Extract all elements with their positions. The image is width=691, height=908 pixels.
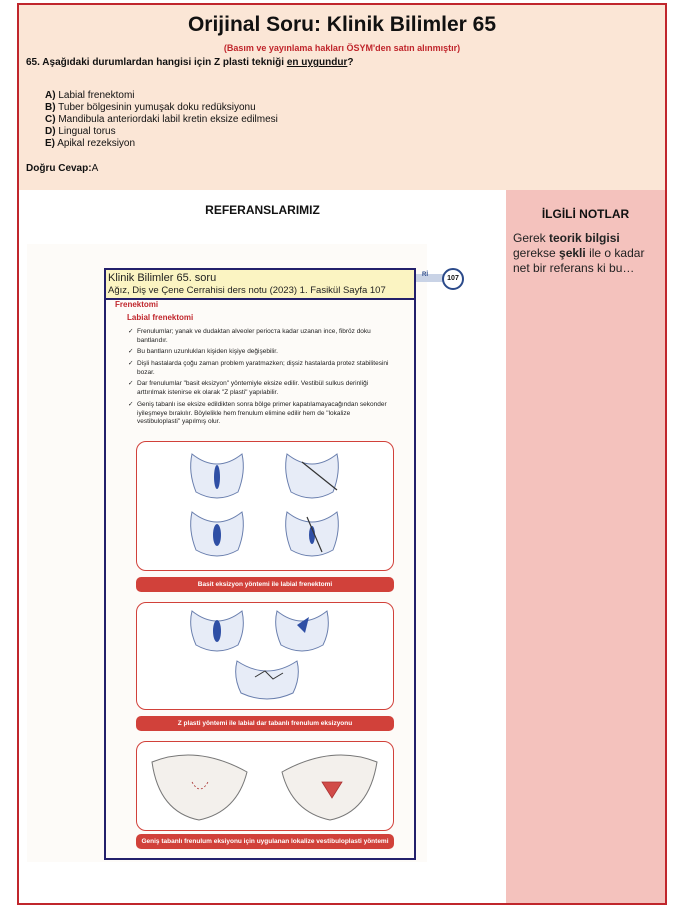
page-tab-text: Rİ [422, 272, 428, 278]
notes-text [513, 231, 661, 276]
copyright-note: (Basım ve yayınlama hakları ÖSYM'den satın alınmıştır) [223, 43, 461, 53]
correct-answer [26, 163, 98, 174]
question-emphasis: en uygundur [286, 57, 348, 68]
references-title: REFERANSLARIMIZ [205, 203, 320, 217]
figure-caption: Geniş tabanlı frenulum eksiyonu için uygulanan lokalize vestibuloplasti yöntemi [136, 834, 394, 849]
figure-caption: Basit eksizyon yöntemi ile labial frenektomi [136, 577, 394, 592]
answer-options [45, 90, 278, 150]
notes-bold: teorik bilgisi [549, 231, 620, 245]
callout-question-ref: Klinik Bilimler 65. soru [108, 272, 217, 284]
notes-segment: ile o kadar net bir referans ki bu… [513, 246, 645, 275]
page-frame [17, 3, 667, 905]
option-text: Mandibula anteriordaki labil kretin eksize edilmesi [55, 114, 278, 125]
option-text: Apikal rezeksiyon [55, 138, 136, 149]
question-header [19, 5, 665, 190]
references-pane [19, 190, 506, 905]
answer-label: Doğru Cevap: [26, 163, 92, 174]
bullet-item: ✓ Frenulumlar; yanak ve dudaktan alveoler perioста kadar uzanan ince, fibröz doku bantlarıdır. [137, 328, 395, 345]
option-d [45, 126, 278, 138]
bullet-item: ✓ Geniş tabanlı ise eksize edildikten sonra bölge primer kapatılamayacağından sekonder iyileşmeye bırakılır. Böylelikle hem frenulum elimine edilir hem de "lokalize vestibuloplasti" yapılmış olur. [137, 401, 395, 427]
option-a [45, 90, 278, 102]
option-text: Lingual torus [55, 126, 116, 137]
option-text: Labial frenektomi [55, 90, 135, 101]
bullet-item: ✓ Dişli hastalarda çoğu zaman problem yaratmazken; dişsiz hastalarda protez stabilitesini bozar. [137, 360, 395, 377]
page-title: Orijinal Soru: Klinik Bilimler 65 [187, 13, 497, 36]
section-title: Frenektomi [115, 300, 159, 309]
option-c [45, 114, 278, 126]
question-suffix: ? [347, 57, 354, 68]
bullet-item: ✓ Dar frenulumlar "basit eksizyon" yöntemiyle eksize edilir. Vestibül sulkus derinliği arttırılmak istenirse ek olarak "Z plasti" yapılabilir. [137, 380, 395, 397]
textbook-page-image [27, 244, 459, 862]
notes-bold: şekli [559, 246, 586, 260]
option-letter: A) [45, 90, 56, 101]
figure-caption: Z plasti yöntemi ile labial dar tabanlı frenulum eksizyonu [136, 716, 394, 731]
option-letter: E) [45, 138, 55, 149]
answer-value: A [91, 163, 99, 174]
question-text [26, 57, 353, 68]
notes-segment: gerekse [513, 246, 560, 260]
option-letter: D) [45, 126, 56, 137]
notes-pane [506, 190, 665, 905]
option-letter: B) [45, 102, 56, 113]
notes-title: İLGİLİ NOTLAR [541, 207, 630, 221]
bullet-item: ✓ Bu bantların uzunlukları kişiden kişiye değişebilir. [137, 348, 395, 357]
reference-callout [104, 268, 416, 860]
option-b [45, 102, 278, 114]
callout-header [106, 270, 414, 300]
notes-segment: Gerek [513, 231, 550, 245]
subsection-title: Labial frenektomi [127, 313, 194, 322]
page-number-badge: 107 [442, 268, 464, 290]
option-text: Tuber bölgesinin yumuşak doku redüksiyonu [55, 102, 256, 113]
question-prefix: 65. Aşağıdaki durumlardan hangisi için Z plasti tekniği [26, 57, 287, 68]
callout-source-ref: Ağız, Diş ve Çene Cerrahisi ders notu (2023) 1. Fasikül Sayfa 107 [108, 285, 386, 296]
option-e [45, 138, 278, 150]
option-letter: C) [45, 114, 56, 125]
